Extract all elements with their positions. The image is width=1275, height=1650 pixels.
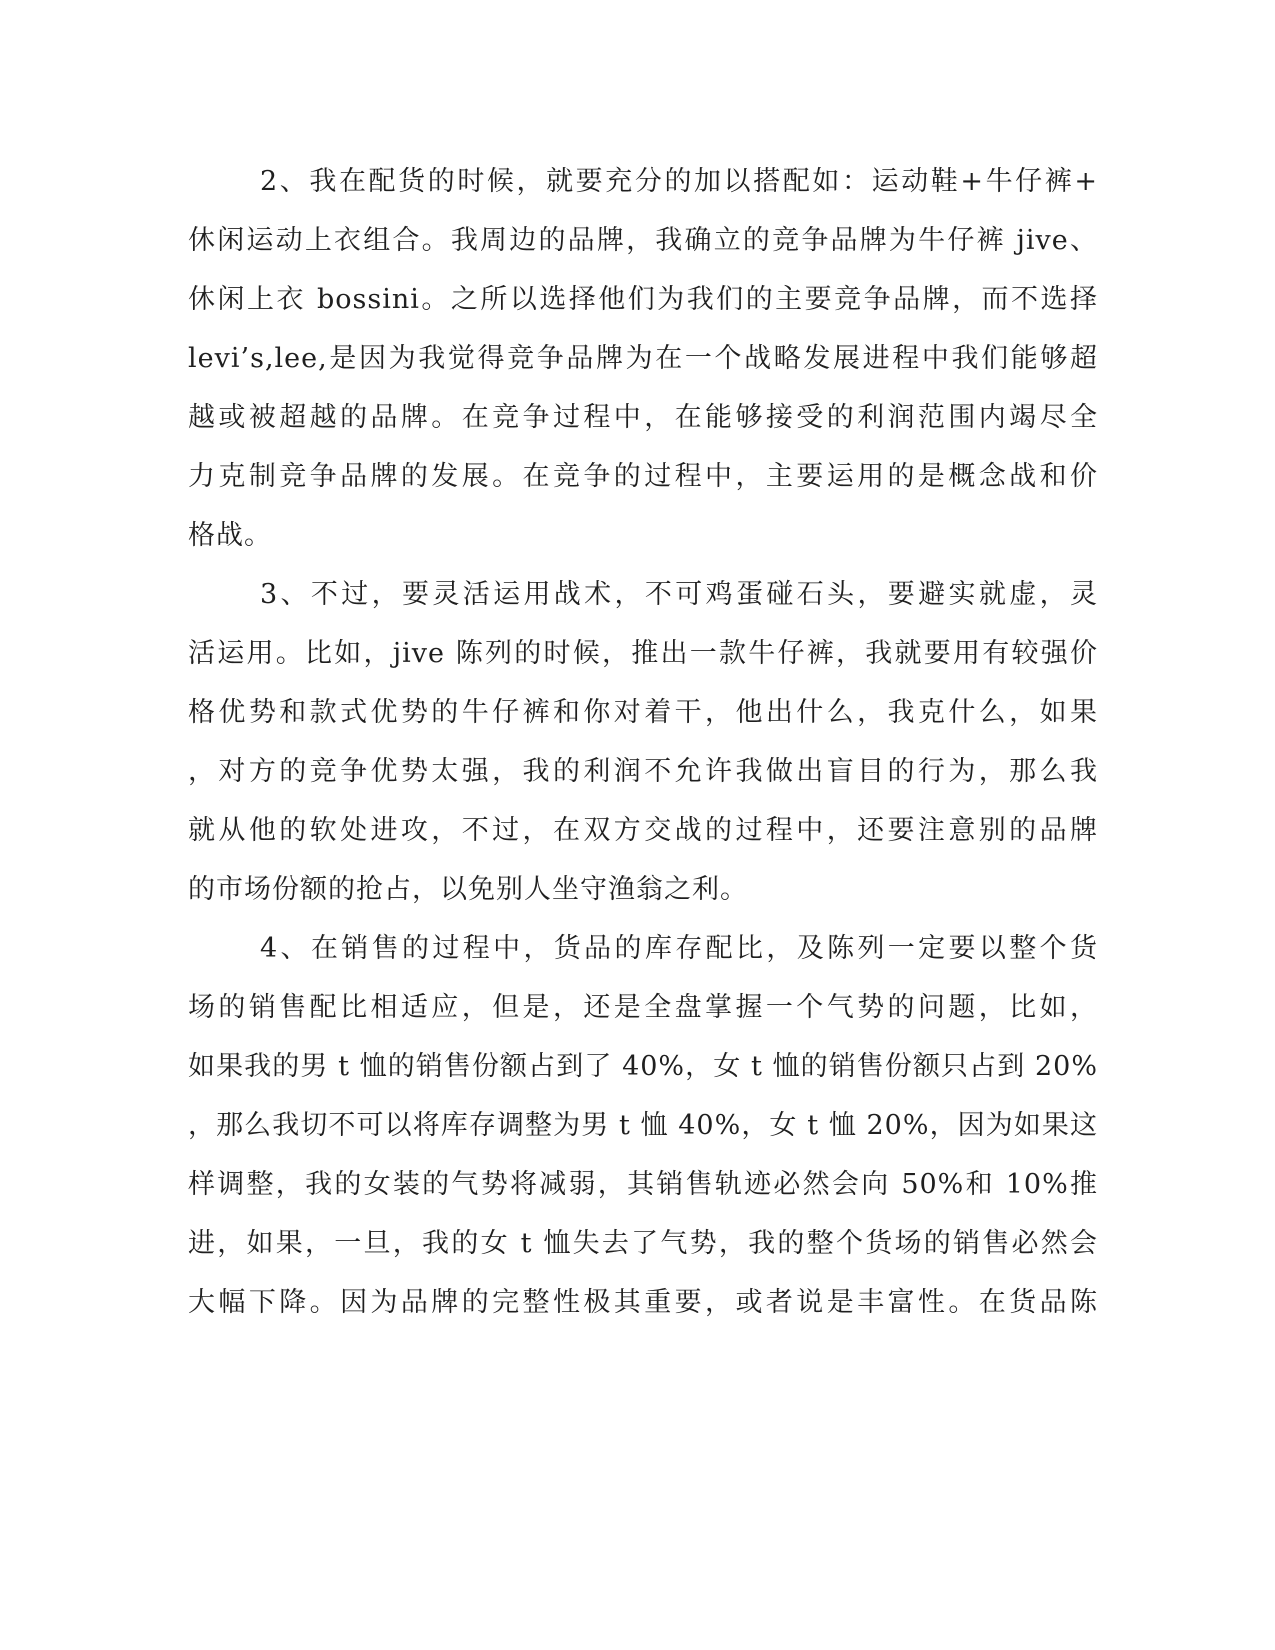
paragraph-4-line-1: 4、在销售的过程中，货品的库存配比，及陈列一定要以整个货 xyxy=(260,933,1098,964)
paragraph-3-line-1: 3、不过，要灵活运用战术，不可鸡蛋碰石头，要避实就虚，灵 xyxy=(260,579,1098,610)
paragraph-3-line-2: 活运用。比如，jive 陈列的时候，推出一款牛仔裤，我就要用有较强价 xyxy=(188,638,1098,669)
paragraph-4-line-5: 样调整，我的女装的气势将减弱，其销售轨迹必然会向 50%和 10%推 xyxy=(188,1169,1098,1200)
paragraph-3-line-3: 格优势和款式优势的牛仔裤和你对着干，他出什么，我克什么，如果 xyxy=(188,697,1098,728)
paragraph-4-line-7: 大幅下降。因为品牌的完整性极其重要，或者说是丰富性。在货品陈 xyxy=(188,1287,1098,1318)
paragraph-3-line-5: 就从他的软处进攻，不过，在双方交战的过程中，还要注意别的品牌 xyxy=(188,815,1098,846)
paragraph-2-line-4: levi’s,lee,是因为我觉得竞争品牌为在一个战略发展进程中我们能够超 xyxy=(188,343,1098,374)
paragraph-4-line-6: 进，如果，一旦，我的女 t 恤失去了气势，我的整个货场的销售必然会 xyxy=(188,1228,1098,1259)
paragraph-3-line-4: ，对方的竞争优势太强，我的利润不允许我做出盲目的行为，那么我 xyxy=(188,756,1098,787)
paragraph-2-line-6: 力克制竞争品牌的发展。在竞争的过程中，主要运用的是概念战和价 xyxy=(188,461,1098,492)
paragraph-2-line-2: 休闲运动上衣组合。我周边的品牌，我确立的竞争品牌为牛仔裤 jive、 xyxy=(188,225,1098,256)
paragraph-2-line-5: 越或被超越的品牌。在竞争过程中，在能够接受的利润范围内竭尽全 xyxy=(188,402,1098,433)
paragraph-4-line-2: 场的销售配比相适应，但是，还是全盘掌握一个气势的问题，比如， xyxy=(188,992,1098,1023)
paragraph-2-line-7: 格战。 xyxy=(188,520,272,551)
paragraph-2-line-1: 2、我在配货的时候，就要充分的加以搭配如：运动鞋+牛仔裤+ xyxy=(260,166,1098,197)
paragraph-4-line-4: ，那么我切不可以将库存调整为男 t 恤 40%，女 t 恤 20%，因为如果这 xyxy=(188,1110,1098,1141)
paragraph-4-line-3: 如果我的男 t 恤的销售份额占到了 40%，女 t 恤的销售份额只占到 20% xyxy=(188,1051,1098,1082)
paragraph-3-line-6: 的市场份额的抢占，以免别人坐守渔翁之利。 xyxy=(188,874,748,905)
paragraph-2-line-3: 休闲上衣 bossini。之所以选择他们为我们的主要竞争品牌，而不选择 xyxy=(188,284,1098,315)
